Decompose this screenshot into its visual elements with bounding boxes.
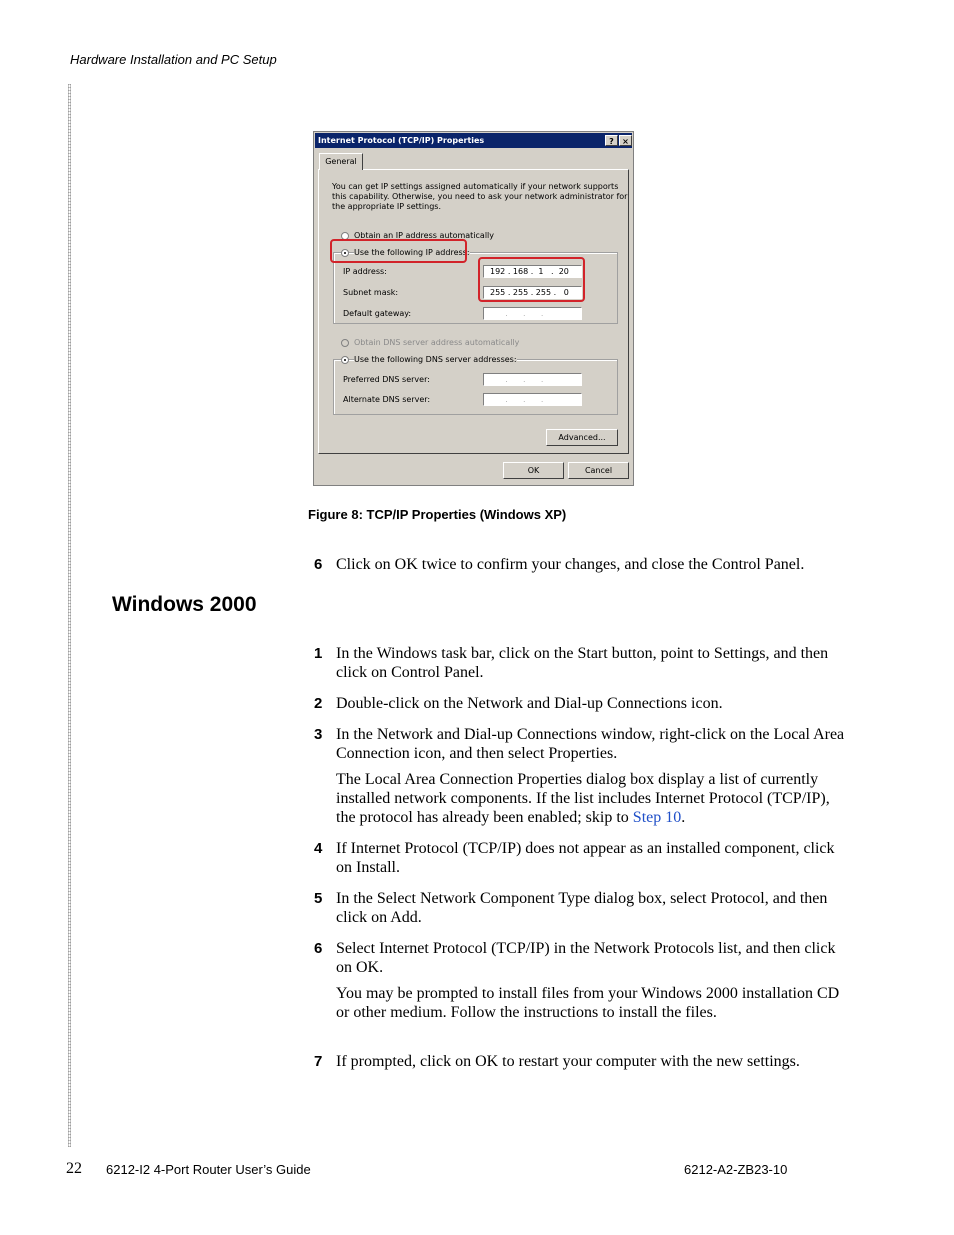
- highlight-ip-subnet-fields: [478, 257, 585, 302]
- step-text: Click on OK twice to confirm your changes, and close the Control Panel.: [336, 556, 805, 573]
- step-number: 6: [314, 940, 323, 957]
- ok-button[interactable]: OK: [503, 462, 564, 479]
- subnet-mask-input[interactable]: 255 . 255 . 255 . 0: [483, 286, 582, 299]
- step-number: 2: [314, 695, 323, 712]
- advanced-button[interactable]: Advanced...: [546, 429, 618, 446]
- step-number: 3: [314, 726, 323, 743]
- footer-guide-title: 6212-I2 4-Port Router User’s Guide: [106, 1162, 311, 1177]
- help-icon[interactable]: ?: [605, 135, 618, 146]
- radio-obtain-ip-label: Obtain an IP address automatically: [354, 231, 495, 240]
- step-text: If prompted, click on OK to restart your computer with the new settings.: [336, 1053, 800, 1070]
- default-gateway-label: Default gateway:: [343, 309, 412, 318]
- page-number: 22: [66, 1160, 82, 1177]
- tcpip-properties-dialog: [313, 131, 634, 486]
- radio-obtain-dns-label: Obtain DNS server address automatically: [354, 338, 520, 347]
- subnet-mask-label: Subnet mask:: [343, 288, 399, 297]
- running-header: Hardware Installation and PC Setup: [70, 52, 277, 67]
- intro-line-1: You can get IP settings assigned automatically if your network supports: [332, 182, 619, 191]
- radio-use-dns-label: Use the following DNS server addresses:: [354, 355, 517, 364]
- step-number: 7: [314, 1053, 323, 1070]
- ip-address-label: IP address:: [343, 267, 387, 276]
- dns-groupbox: [333, 359, 618, 415]
- figure-caption: Figure 8: TCP/IP Properties (Windows XP): [308, 507, 567, 522]
- preferred-dns-input[interactable]: . . .: [483, 373, 582, 386]
- general-tab-panel: [318, 169, 629, 454]
- close-icon[interactable]: ×: [619, 135, 632, 146]
- step-10-link[interactable]: Step 10: [632, 809, 682, 826]
- step-note: You may be prompted to install files from your Windows 2000 installation CD or other medium. Follow the instructions to install the files.: [336, 985, 840, 1021]
- step-note-end: .: [681, 809, 686, 826]
- step-text: In the Select Network Component Type dialog box, select Protocol, and then click on Add.: [336, 890, 828, 926]
- step-number: 5: [314, 890, 323, 907]
- intro-line-3: the appropriate IP settings.: [332, 202, 442, 211]
- alternate-dns-input[interactable]: . . .: [483, 393, 582, 406]
- step-text: If Internet Protocol (TCP/IP) does not appear as an installed component, click on Install.: [336, 840, 835, 876]
- footer-doc-code: 6212-A2-ZB23-10: [684, 1162, 788, 1177]
- step-text: Select Internet Protocol (TCP/IP) in the Network Protocols list, and then click on OK.: [336, 940, 836, 976]
- tab-general[interactable]: General: [319, 153, 363, 170]
- alternate-dns-label: Alternate DNS server:: [343, 395, 431, 404]
- cancel-button[interactable]: Cancel: [568, 462, 629, 479]
- step-text: In the Network and Dial-up Connections window, right-click on the Local Area Connection icon, and then select Properties.: [336, 726, 845, 762]
- preferred-dns-label: Preferred DNS server:: [343, 375, 430, 384]
- step-number: 6: [314, 556, 323, 573]
- step-number: 1: [314, 645, 323, 662]
- radio-use-ip-label: Use the following IP address:: [354, 248, 470, 257]
- section-title: Windows 2000: [112, 593, 257, 616]
- ip-address-input[interactable]: 192 . 168 . 1 . 20: [483, 265, 582, 278]
- step-note: [336, 770, 848, 827]
- dialog-title: Internet Protocol (TCP/IP) Properties: [318, 136, 485, 145]
- default-gateway-input[interactable]: . . .: [483, 307, 582, 320]
- step-note-text: The Local Area Connection Properties dialog box display a list of currently installed network components. If the list includes Internet Protocol (TCP/IP), the protocol has already been enabled; skip to: [336, 771, 830, 826]
- step-text: Double-click on the Network and Dial-up Connections icon.: [336, 695, 723, 712]
- dialog-titlebar: [315, 133, 632, 148]
- intro-line-2: this capability. Otherwise, you need to ask your network administrator for: [332, 192, 628, 201]
- highlight-use-ip-option: [330, 239, 467, 263]
- radio-use-dns[interactable]: [341, 356, 349, 364]
- radio-obtain-dns[interactable]: [341, 339, 349, 347]
- step-number: 4: [314, 840, 323, 857]
- step-text: In the Windows task bar, click on the Start button, point to Settings, and then click on Control Panel.: [336, 645, 829, 681]
- margin-rule: [68, 84, 71, 1147]
